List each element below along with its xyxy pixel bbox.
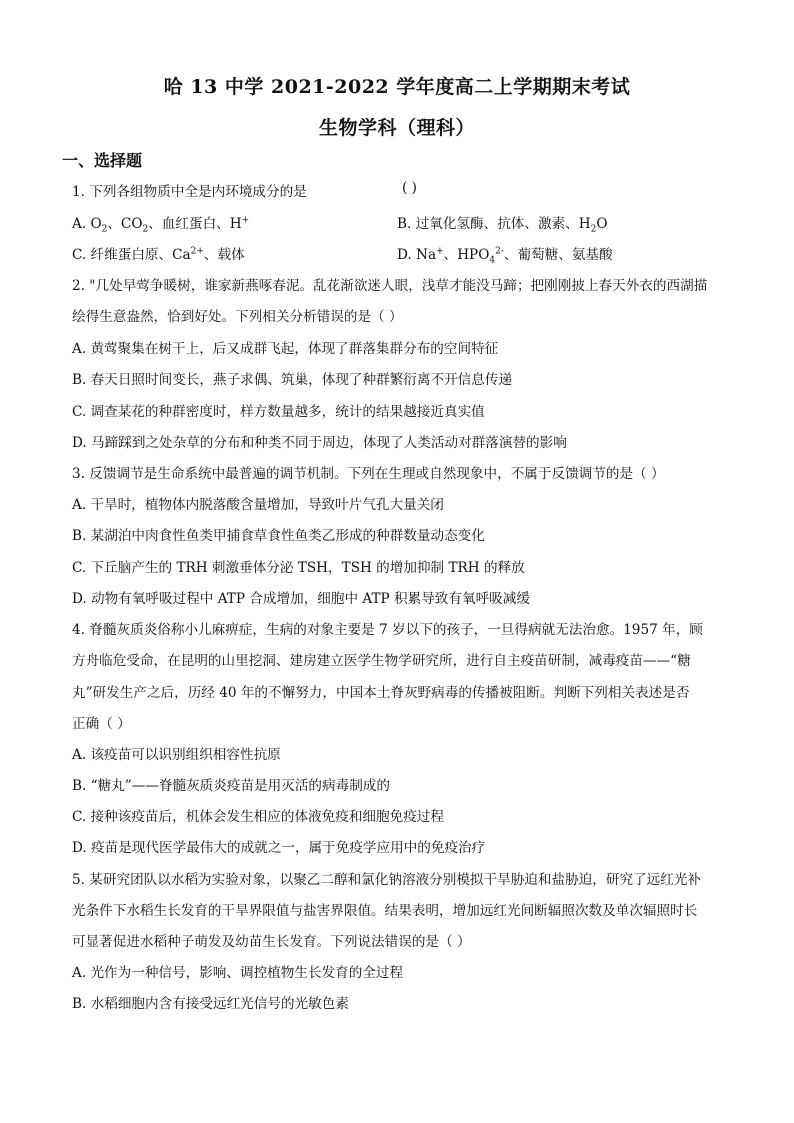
q4-stem-line-3: 丸”研发生产之后，历经 40 年的不懈努力，中国本土脊灰野病毒的传播被阻断。判断下列相关表述是否 [72, 685, 690, 701]
q4-option-b: B. “糖丸”——脊髓灰质炎疫苗是用灭活的病毒制成的 [72, 778, 390, 794]
q5-option-b: B. 水稻细胞内含有接受远红光信号的光敏色素 [72, 996, 349, 1012]
q4-option-a: A. 该疫苗可以识别组织相容性抗原 [72, 747, 281, 763]
q3-option-d: D. 动物有氧呼吸过程中 ATP 合成增加，细胞中 ATP 积累导致有氧呼吸减缓 [72, 591, 530, 607]
q2-option-c: C. 调查某花的种群密度时，样方数量越多，统计的结果越接近真实值 [72, 404, 485, 420]
section-heading: 一、选择题 [62, 151, 143, 170]
q1-stem: 1. 下列各组物质中全是内环境成分的是 ( ) [72, 180, 417, 200]
q2-option-a: A. 黄莺聚集在树干上，后又成群飞起，体现了群落集群分布的空间特征 [72, 341, 499, 357]
q1-option-b: B. 过氧化氢酶、抗体、激素、$H_2O$ [397, 216, 608, 235]
exam-title: 哈 13 中学 2021-2022 学年度高二上学期期末考试 [163, 76, 631, 98]
q4-stem-line-1: 4. 脊髓灰质炎俗称小儿麻痹症，生病的对象主要是 7 岁以下的孩子，一旦得病就无法治愈。1957 年，顾 [72, 622, 703, 638]
q4-stem-line-2: 方舟临危受命，在昆明的山里挖洞、建房建立医学生物学研究所，进行自主疫苗研制，减毒疫苗——“糖 [72, 653, 691, 669]
q5-option-a: A. 光作为一种信号，影响、调控植物生长发育的全过程 [72, 965, 404, 981]
q5-stem-line-3: 可显著促进水稻种子萌发及幼苗生长发育。下列说法错误的是（ ） [72, 934, 471, 950]
q2-option-b: B. 春天日照时间变长，燕子求偶、筑巢，体现了种群繁衍离不开信息传递 [72, 372, 513, 388]
q2-option-d: D. 马蹄踩到之处杂草的分布和种类不同于周边，体现了人类活动对群落演替的影响 [72, 435, 567, 451]
q3-stem: 3. 反馈调节是生命系统中最普遍的调节机制。下列在生理或自然现象中，不属于反馈调节的是（ ） [72, 466, 665, 482]
q3-option-b: B. 某湖泊中肉食性鱼类甲捕食草食性鱼类乙形成的种群数量动态变化 [72, 528, 485, 544]
exam-subtitle: 生物学科（理科） [318, 117, 475, 139]
q1-option-a: A. $O_2$、$CO_2$、血红蛋白、H+ [72, 215, 250, 235]
q4-stem-line-4: 正确（ ） [72, 716, 131, 732]
q2-stem-line-2: 绘得生意盎然，恰到好处。下列相关分析错误的是（ ） [72, 309, 403, 325]
q4-option-c: C. 接种该疫苗后，机体会发生相应的体液免疫和细胞免疫过程 [72, 809, 444, 825]
q2-stem-line-1: 2. "几处早莺争暖树，谁家新燕啄春泥。乱花渐欲迷人眼，浅草才能没马蹄；把刚刚披上春天外衣的西湖描 [72, 278, 708, 294]
q5-stem-line-1: 5. 某研究团队以水稻为实验对象，以聚乙二醇和氯化钠溶液分别模拟干旱胁迫和盐胁迫，研究了远红光补 [72, 872, 702, 888]
q3-option-a: A. 干旱时，植物体内脱落酸含量增加，导致叶片气孔大量关闭 [72, 497, 444, 513]
q1-option-c: C. 纤维蛋白原、$Ca^{2+}$、载体 [72, 246, 245, 263]
q1-answer-bracket: ( ) [402, 180, 417, 196]
q1-option-d: D. Na+、$HPO_4^{2-}$、葡萄糖、氨基酸 [397, 246, 613, 266]
q4-option-d: D. 疫苗是现代医学最伟大的成就之一，属于免疫学应用中的免疫治疗 [72, 840, 486, 856]
q5-stem-line-2: 光条件下水稻生长发育的干旱界限值与盐害界限值。结果表明，增加远红光间断辐照次数及单次辐照时长 [72, 903, 698, 919]
q3-option-c: C. 下丘脑产生的 TRH 刺激垂体分泌 TSH，TSH 的增加抑制 TRH 的释放 [72, 560, 525, 576]
